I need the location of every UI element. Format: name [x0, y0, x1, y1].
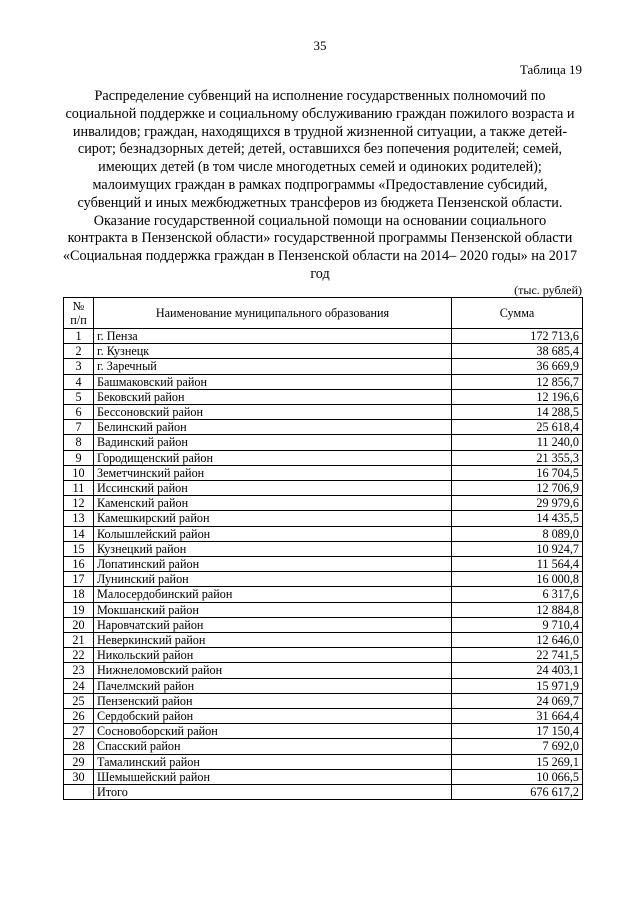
cell-num: 2 — [64, 344, 94, 359]
cell-sum: 14 435,5 — [452, 511, 583, 526]
table-body — [64, 329, 583, 800]
table-row — [64, 435, 583, 450]
cell-sum: 22 741,5 — [452, 648, 583, 663]
cell-name: Иссинский район — [94, 481, 452, 496]
cell-sum: 12 856,7 — [452, 374, 583, 389]
table-row — [64, 420, 583, 435]
cell-num: 19 — [64, 602, 94, 617]
cell-num: 14 — [64, 526, 94, 541]
cell-name: Тамалинский район — [94, 754, 452, 769]
cell-name: Камешкирский район — [94, 511, 452, 526]
header-sum: Сумма — [452, 298, 583, 329]
table-row — [64, 450, 583, 465]
cell-name: Бессоновский район — [94, 405, 452, 420]
cell-name: Пачелмский район — [94, 678, 452, 693]
total-num — [64, 785, 94, 800]
table-row — [64, 602, 583, 617]
cell-sum: 17 150,4 — [452, 724, 583, 739]
cell-num: 5 — [64, 389, 94, 404]
cell-sum: 11 564,4 — [452, 557, 583, 572]
cell-name: Нижнеломовский район — [94, 663, 452, 678]
cell-num: 25 — [64, 693, 94, 708]
cell-name: Городищенский район — [94, 450, 452, 465]
table-row — [64, 465, 583, 480]
table-row — [64, 709, 583, 724]
cell-num: 28 — [64, 739, 94, 754]
table-row — [64, 329, 583, 344]
table-row — [64, 374, 583, 389]
cell-name: Лопатинский район — [94, 557, 452, 572]
cell-num: 27 — [64, 724, 94, 739]
cell-sum: 12 646,0 — [452, 633, 583, 648]
cell-name: Каменский район — [94, 496, 452, 511]
cell-sum: 24 403,1 — [452, 663, 583, 678]
cell-sum: 21 355,3 — [452, 450, 583, 465]
cell-num: 20 — [64, 617, 94, 632]
cell-name: Колышлейский район — [94, 526, 452, 541]
cell-sum: 24 069,7 — [452, 693, 583, 708]
table-row — [64, 344, 583, 359]
header-name: Наименование муниципального образования — [94, 298, 452, 329]
cell-num: 13 — [64, 511, 94, 526]
cell-name: Вадинский район — [94, 435, 452, 450]
table-row — [64, 663, 583, 678]
cell-num: 17 — [64, 572, 94, 587]
cell-num: 1 — [64, 329, 94, 344]
table-row — [64, 557, 583, 572]
table-row — [64, 617, 583, 632]
cell-sum: 38 685,4 — [452, 344, 583, 359]
cell-name: Пензенский район — [94, 693, 452, 708]
table-row — [64, 648, 583, 663]
units-label: (тыс. рублей) — [514, 283, 582, 297]
cell-name: Земетчинский район — [94, 465, 452, 480]
cell-name: Никольский район — [94, 648, 452, 663]
table-row — [64, 541, 583, 556]
table-row — [64, 572, 583, 587]
cell-name: Сосновоборский район — [94, 724, 452, 739]
table-row — [64, 754, 583, 769]
page-number: 35 — [313, 38, 327, 53]
cell-num: 18 — [64, 587, 94, 602]
table-row — [64, 359, 583, 374]
cell-sum: 7 692,0 — [452, 739, 583, 754]
cell-sum: 15 971,9 — [452, 678, 583, 693]
total-name: Итого — [94, 785, 452, 800]
cell-sum: 36 669,9 — [452, 359, 583, 374]
table-row — [64, 769, 583, 784]
cell-num: 24 — [64, 678, 94, 693]
cell-sum: 172 713,6 — [452, 329, 583, 344]
cell-sum: 16 704,5 — [452, 465, 583, 480]
cell-num: 12 — [64, 496, 94, 511]
cell-num: 6 — [64, 405, 94, 420]
table-row — [64, 526, 583, 541]
header-num-label: № п/п — [70, 299, 87, 327]
cell-name: Мокшанский район — [94, 602, 452, 617]
cell-sum: 10 066,5 — [452, 769, 583, 784]
cell-name: Наровчатский район — [94, 617, 452, 632]
table-row — [64, 481, 583, 496]
table-row — [64, 633, 583, 648]
cell-name: г. Кузнецк — [94, 344, 452, 359]
cell-sum: 8 089,0 — [452, 526, 583, 541]
table-row — [64, 678, 583, 693]
cell-name: г. Заречный — [94, 359, 452, 374]
cell-name: Лунинский район — [94, 572, 452, 587]
cell-num: 23 — [64, 663, 94, 678]
cell-sum: 10 924,7 — [452, 541, 583, 556]
table-row — [64, 693, 583, 708]
cell-num: 29 — [64, 754, 94, 769]
table-row — [64, 587, 583, 602]
cell-num: 15 — [64, 541, 94, 556]
header-num — [64, 298, 94, 329]
total-sum: 676 617,2 — [452, 785, 583, 800]
cell-num: 21 — [64, 633, 94, 648]
cell-sum: 15 269,1 — [452, 754, 583, 769]
cell-num: 9 — [64, 450, 94, 465]
cell-name: Башмаковский район — [94, 374, 452, 389]
table-row — [64, 496, 583, 511]
table-row — [64, 405, 583, 420]
cell-name: Кузнецкий район — [94, 541, 452, 556]
cell-name: г. Пенза — [94, 329, 452, 344]
cell-sum: 12 884,8 — [452, 602, 583, 617]
cell-num: 4 — [64, 374, 94, 389]
cell-name: Белинский район — [94, 420, 452, 435]
table-row — [64, 724, 583, 739]
table-row — [64, 389, 583, 404]
cell-sum: 11 240,0 — [452, 435, 583, 450]
cell-sum: 12 706,9 — [452, 481, 583, 496]
subventions-table — [63, 297, 583, 800]
cell-name: Бековский район — [94, 389, 452, 404]
cell-num: 3 — [64, 359, 94, 374]
document-title: Распределение субвенций на исполнение государственных полномочий по социальной поддержке и социальному обслуживанию граждан пожилого возраста и инвалидов; граждан, находящихся в трудной жизненной ситуации, а также детей-сирот; безнадзорных детей; детей, оставшихся без попечения родителей; семей, имеющих детей (в том числе многодетных семей и одиноких родителей); малоимущих граждан в рамках подпрограммы «Предоставление субсидий, субвенций и иных межбюджетных трансферов из бюджета Пензенской области. Оказание государственной социальной помощи на основании социального контракта в Пензенской области» государственной программы Пензенской области «Социальная поддержка граждан в Пензенской области на 2014– 2020 годы» на 2017 год — [62, 88, 578, 282]
cell-num: 16 — [64, 557, 94, 572]
cell-sum: 14 288,5 — [452, 405, 583, 420]
cell-name: Сердобский район — [94, 709, 452, 724]
cell-num: 26 — [64, 709, 94, 724]
cell-sum: 25 618,4 — [452, 420, 583, 435]
cell-sum: 16 000,8 — [452, 572, 583, 587]
cell-num: 8 — [64, 435, 94, 450]
cell-name: Малосердобинский район — [94, 587, 452, 602]
table-row — [64, 739, 583, 754]
cell-sum: 6 317,6 — [452, 587, 583, 602]
table-label: Таблица 19 — [519, 62, 582, 77]
cell-name: Шемышейский район — [94, 769, 452, 784]
cell-num: 7 — [64, 420, 94, 435]
cell-num: 30 — [64, 769, 94, 784]
cell-num: 11 — [64, 481, 94, 496]
table-total-row — [64, 785, 583, 800]
cell-name: Неверкинский район — [94, 633, 452, 648]
cell-num: 22 — [64, 648, 94, 663]
cell-sum: 31 664,4 — [452, 709, 583, 724]
cell-name: Спасский район — [94, 739, 452, 754]
cell-sum: 29 979,6 — [452, 496, 583, 511]
cell-num: 10 — [64, 465, 94, 480]
cell-sum: 12 196,6 — [452, 389, 583, 404]
table-row — [64, 511, 583, 526]
table-header-row — [64, 298, 583, 329]
cell-sum: 9 710,4 — [452, 617, 583, 632]
